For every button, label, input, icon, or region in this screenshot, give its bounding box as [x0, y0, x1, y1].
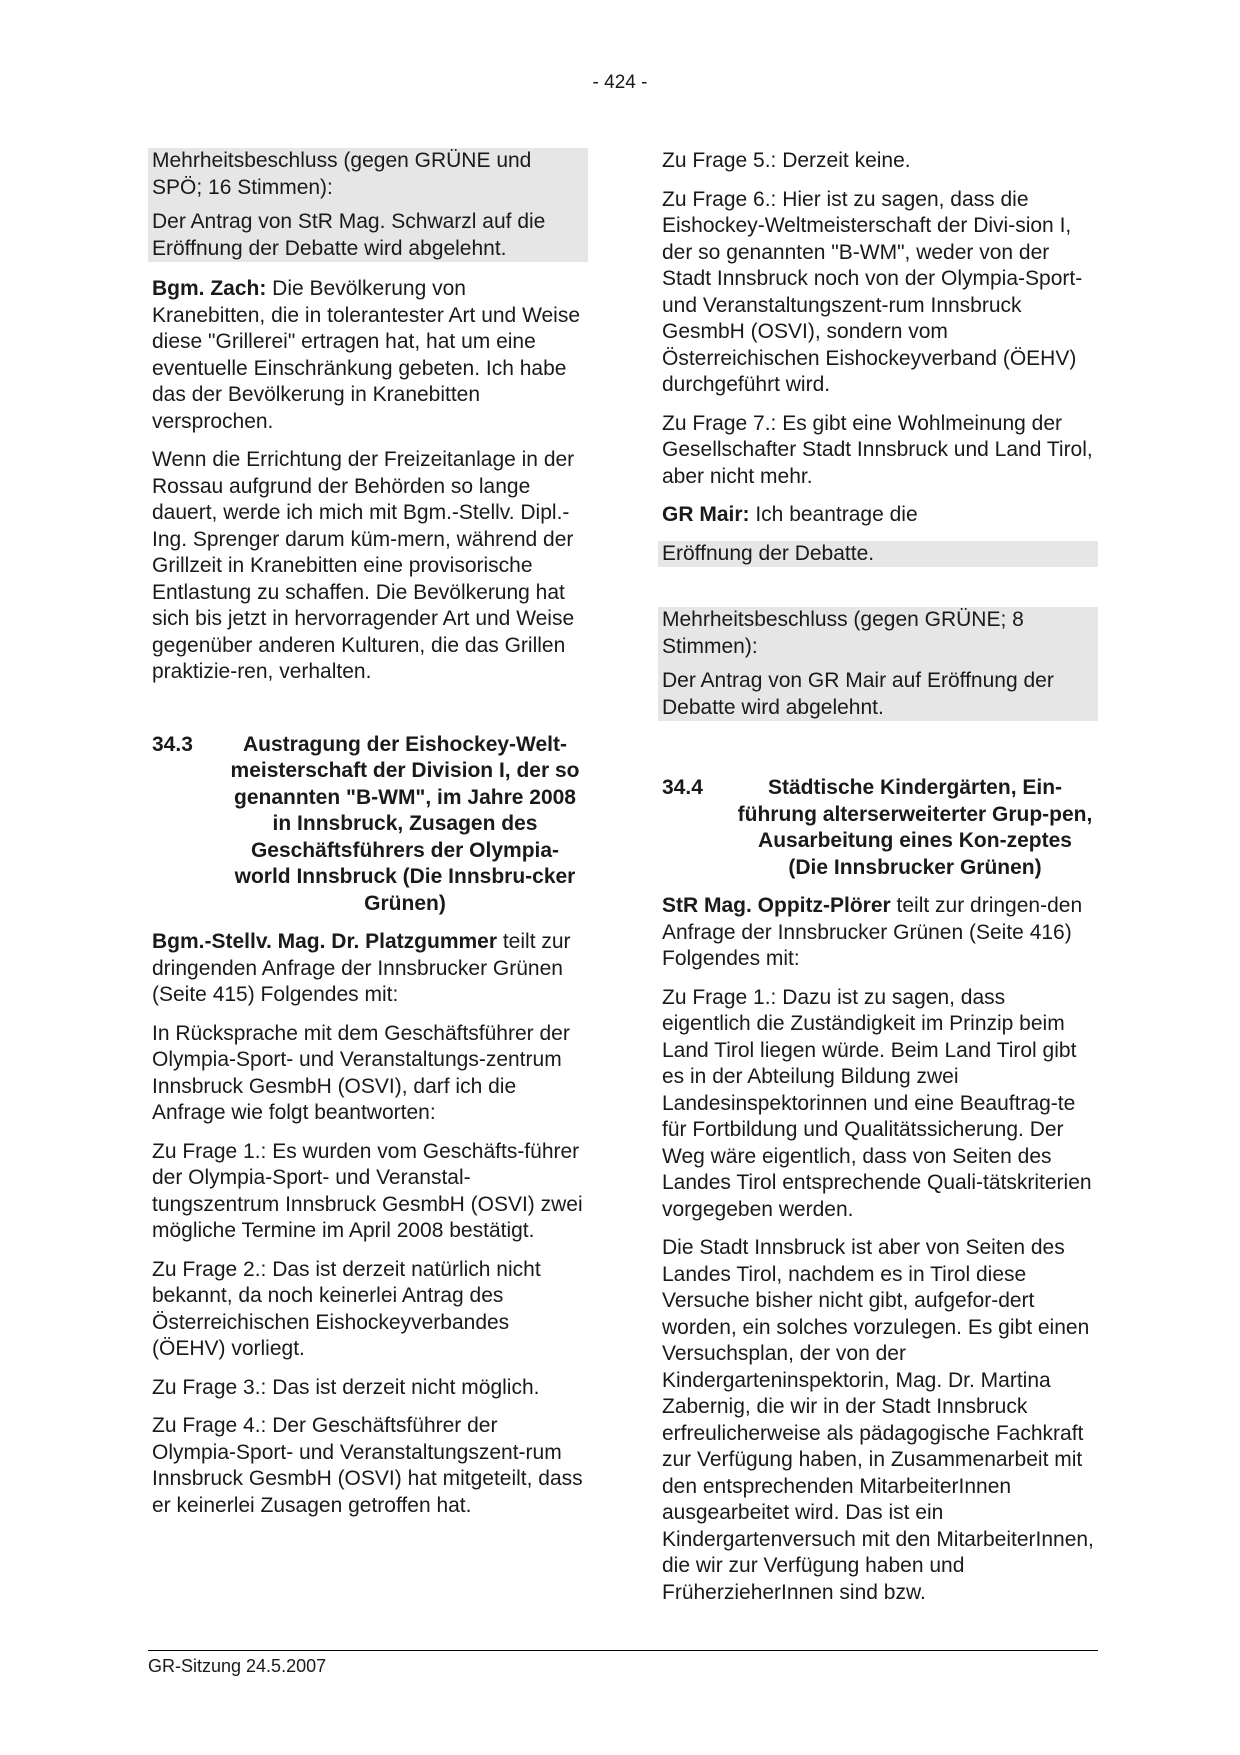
vote-result-decision: Der Antrag von GR Mair auf Eröffnung der Debatte wird abgelehnt. — [662, 669, 1054, 719]
speaker-name: GR Mair: — [662, 503, 750, 526]
vote-result-line: Mehrheitsbeschluss (gegen GRÜNE; 8 Stimmen): — [662, 608, 1024, 658]
section-heading-34-4 — [658, 775, 1098, 881]
paragraph: Zu Frage 2.: Das ist derzeit natürlich nicht bekannt, da noch keinerlei Antrag des Österreichischen Eishockeyverbandes (ÖEHV) vorliegt. — [152, 1257, 541, 1360]
paragraph: Zu Frage 7.: Es gibt eine Wohlmeinung der Gesellschafter Stadt Innsbruck und Land Tirol, aber nicht mehr. — [662, 411, 1093, 488]
paragraph: Bgm.-Stellv. Mag. Dr. Platzgummer teilt zur dringenden Anfrage der Innsbrucker Grünen (Seite 415) Folgendes mit: — [152, 930, 571, 1006]
paragraph: GR Mair: Ich beantrage die — [662, 503, 918, 526]
footer-rule — [148, 1650, 1098, 1651]
section-number: 34.4 — [662, 776, 703, 799]
paragraph: Zu Frage 6.: Hier ist zu sagen, dass die Eishockey-Weltmeisterschaft der Divi-sion I, der so genannten "B-WM", weder von der Stadt Innsbruck noch von der Olympia-Sport- und Veranstaltungszent-rum Innsbruck GesmbH (OSVI), sondern vom Österreichischen Eishockeyverband (ÖEHV) durchgeführt wird. — [662, 187, 1083, 396]
page-number: - 424 - — [592, 72, 648, 93]
section-heading-34-3 — [148, 732, 588, 918]
paragraph: Zu Frage 1.: Dazu ist zu sagen, dass eigentlich die Zuständigkeit im Prinzip beim Land Tirol liegen würde. Beim Land Tirol gibt es in der Abteilung Bildung zwei Landesinspektorinnen und eine Beauftrag-te für Fortbildung und Qualitätssicherung. Der Weg wäre eigentlich, dass von Seiten des Landes Tirol entsprechende Quali-tätskriterien vorgegeben werden. — [662, 985, 1092, 1221]
motion-text: Eröffnung der Debatte. — [658, 541, 1098, 568]
right-column — [658, 148, 1098, 1618]
paragraph: Die Stadt Innsbruck ist aber von Seiten des Landes Tirol, nachdem es in Tirol diese Versuche bisher nicht gibt, aufgefor-dert worden, ein solches vorzulegen. Es gibt einen Versuchsplan, der von der Kindergarteninspektorin, Mag. Dr. Martina Zabernig, die wir in der Stadt Innsbruck erfreulicherweise als pädagogische Fachkraft zur Verfügung haben, in Zusammenarbeit mit den entsprechenden MitarbeiterInnen ausgearbeitet wird. Das ist ein Kindergartenversuch mit den MitarbeiterInnen, die wir zur Verfügung haben und FrüherzieherInnen sind bzw. — [662, 1236, 1094, 1604]
footer-session-date: GR-Sitzung 24.5.2007 — [148, 1656, 327, 1676]
vote-result-decision: Der Antrag von StR Mag. Schwarzl auf die Eröffnung der Debatte wird abgelehnt. — [152, 210, 546, 260]
paragraph: StR Mag. Oppitz-Plörer teilt zur dringen-den Anfrage der Innsbrucker Grünen (Seite 416) Folgendes mit: — [662, 894, 1083, 970]
paragraph: Zu Frage 5.: Derzeit keine. — [662, 149, 911, 172]
paragraph: Zu Frage 4.: Der Geschäftsführer der Olympia-Sport- und Veranstaltungszent-rum Innsbruck GesmbH (OSVI) hat mitgeteilt, dass er keinerlei Zusagen getroffen hat. — [152, 1414, 583, 1517]
speaker-name: Bgm. Zach: — [152, 277, 267, 300]
paragraph: In Rücksprache mit dem Geschäftsführer der Olympia-Sport- und Veranstaltungs-zentrum Innsbruck GesmbH (OSVI), darf ich die Anfrage wie folgt beantworten: — [152, 1021, 570, 1124]
paragraph: Zu Frage 1.: Es wurden vom Geschäfts-führer der Olympia-Sport- und Veranstal-tungszentrum Innsbruck GesmbH (OSVI) zwei mögliche Termine im April 2008 bestätigt. — [152, 1139, 583, 1242]
section-title: Austragung der Eishockey-Welt-meisterschaft der Division I, der so genannten "B-WM", im Jahre 2008 in Innsbruck, Zusagen des Geschäftsführers der Olympia-world Innsbruck (Die Innsbru-cker Grünen) — [230, 732, 580, 915]
paragraph: Wenn die Errichtung der Freizeitanlage in der Rossau aufgrund der Behörden so lange dauert, werde ich mich mit Bgm.-Stellv. Dipl.-Ing. Sprenger darum küm-mern, während der Grillzeit in Kranebitten eine provisorische Entlastung zu schaffen. Die Bevölkerung hat sich bis jetzt in hervorragender Art und Weise gegenüber anderen Kulturen, die das Grillen praktizie-ren, verhalten. — [152, 448, 575, 683]
left-column — [148, 148, 588, 1531]
paragraph: Bgm. Zach: Die Bevölkerung von Kranebitten, die in tolerantester Art und Weise diese "Grillerei" ertragen hat, hat um eine eventuelle Einschränkung gebeten. Ich habe das der Bevölkerung in Kranebitten versprochen. — [152, 277, 581, 433]
vote-result-line: Mehrheitsbeschluss (gegen GRÜNE und SPÖ; 16 Stimmen): — [152, 149, 532, 199]
vote-result-block — [658, 607, 1098, 721]
section-title: Städtische Kindergärten, Ein-führung alterserweiterter Grup-pen, Ausarbeitung eines Kon-zeptes (Die Innsbrucker Grünen) — [737, 776, 1093, 879]
speaker-name: Bgm.-Stellv. Mag. Dr. Platzgummer — [152, 930, 498, 953]
vote-result-block — [148, 148, 588, 262]
speaker-name: StR Mag. Oppitz-Plörer — [662, 894, 891, 917]
paragraph: Zu Frage 3.: Das ist derzeit nicht möglich. — [152, 1375, 540, 1399]
section-number: 34.3 — [152, 732, 193, 756]
